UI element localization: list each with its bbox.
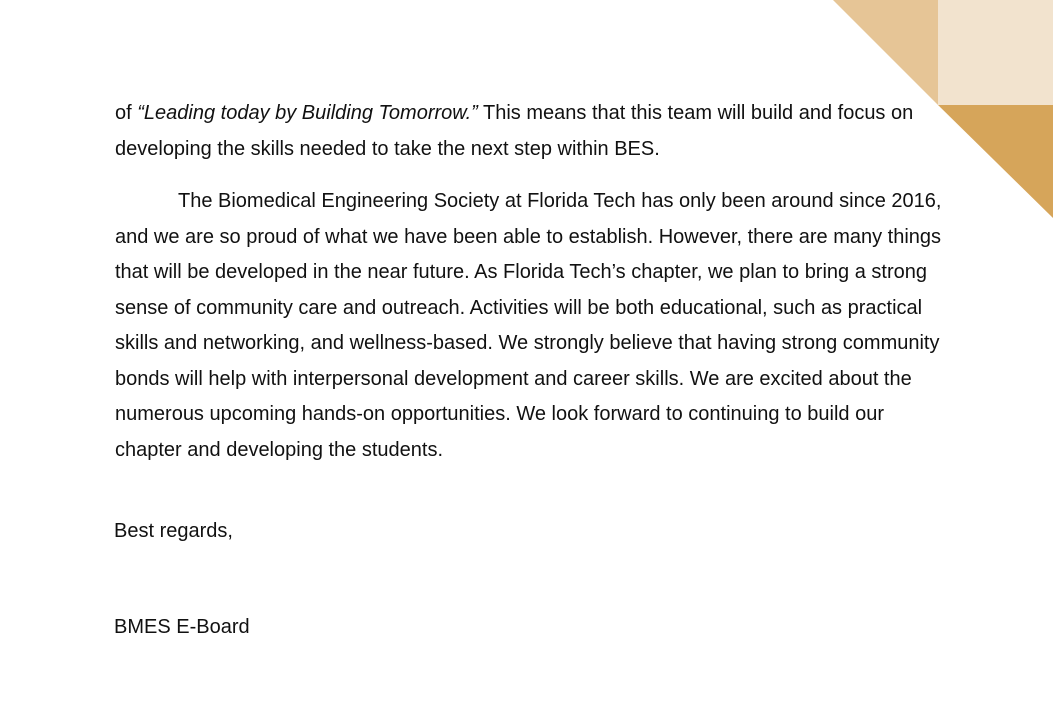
paragraph-about: The Biomedical Engineering Society at Florida Tech has only been around since 2016, and we are so proud of what we have been able to establish. However, there are many things that will be developed in the near future. As Florida Tech’s chapter, we plan to bring a strong sense of community care and outreach. Activities will be both educational, such as practical skills and networking, and wellness-based. We strongly believe that having strong community bonds will help with interpersonal development and career skills. We are excited about the numerous upcoming hands-on opportunities. We look forward to continuing to build our chapter and developing the students. (115, 190, 942, 461)
deco-triangle-medium (833, 0, 938, 105)
motto-quote: “Leading today by Building Tomorrow.” (137, 102, 478, 124)
paragraph-motto-prefix: of (115, 102, 138, 124)
deco-triangle-dark (938, 105, 1053, 218)
deco-triangle-light (938, 0, 1053, 105)
paragraph-motto-rest: This means that this team will build and focus on developing the skills needed to take the next step within BES. (115, 102, 914, 160)
letter-body (115, 96, 945, 468)
paragraph-motto (115, 96, 945, 167)
signature: BMES E-Board (114, 616, 250, 638)
closing-line: Best regards, (114, 520, 233, 542)
